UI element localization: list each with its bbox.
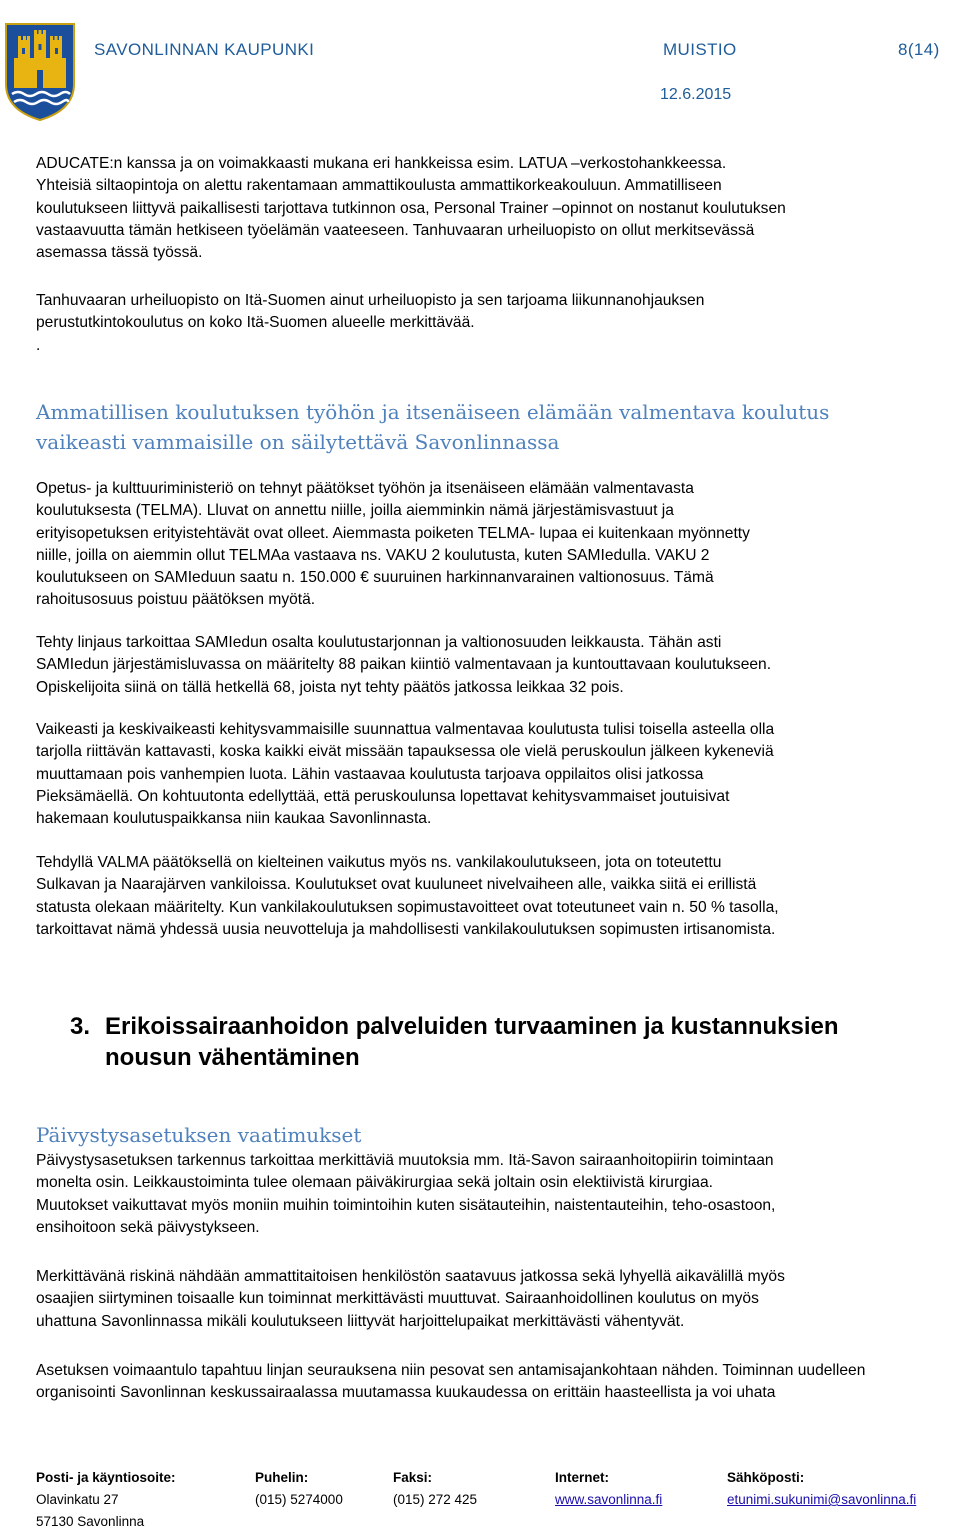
document-type: MUISTIO [663, 40, 737, 59]
paragraph-staff-risk: Merkittävänä riskinä nähdään ammattitaitoisen henkilöstön saatavuus jatkossa sekä lyhyellä aikavälillä myös osaajien siirtyminen toisaalle kun toiminnat merkittävästi muuttuvat. Sairaanhoidollinen koulutus on myös uhattuna Savonlinnassa mikäli koulutukseen liittyvät harjoittelupaikat merkittävästi vähentyvät. [36, 1268, 785, 1330]
footer-address-street: Olavinkatu 27 [36, 1492, 119, 1507]
footer-address-label: Posti- ja käyntiosoite: [36, 1470, 176, 1485]
heading-telma: Ammatillisen koulutuksen työhön ja itsenäiseen elämään valmentava koulutus vaikeasti vammaisille on säilytettävä Savonlinnassa [36, 400, 830, 454]
footer-email [727, 1467, 916, 1511]
organization-name: SAVONLINNAN KAUPUNKI [94, 40, 315, 59]
footer-fax-number: (015) 272 425 [393, 1492, 478, 1507]
page-number: 8(14) [898, 40, 940, 59]
paragraph-special-needs: Vaikeasti ja keskivaikeasti kehitysvammaisille suunnattua valmentavaa koulutusta tulisi toisella asteella olla tarjolla riittävän kattavasti, koska kaikki eivät missään tapauksessa ole vielä peruskoulun jälkeen kykeneviä muuttamaan pois vanhempien luota. Lähin vastaavaa koulutusta tarjoava oppilaitos olisi jatkossa Pieksämäellä. On kohtuutonta edellyttää, että peruskoulunsa lopettavat kehitysvammaiset joutuisivat hakemaan koulutuspaikkansa niin kaukaa Savonlinnasta. [36, 721, 775, 828]
paragraph-prison-education: Tehdyllä VALMA päätöksellä on kielteinen vaikutus myös ns. vankilakoulutukseen, jota on toteutettu Sulkavan ja Naarajärven vankiloissa. Koulutukset ovat kuuluneet nivelvaiheen alle, vaikka siitä ei erillistä statusta olekaan määritelty. Kun vankilakoulutuksen sopimustavoitteet ovat toteutuneet vain n. 50 % tasolla, tarkoittavat nämä yhdessä uusia neuvotteluja ja mahdollisesti vankilakoulutuksen sopimusten irtisanomista. [36, 854, 779, 938]
footer-fax [393, 1467, 477, 1511]
heading-emergency-decree: Päivystysasetuksen vaatimukset [36, 1123, 362, 1147]
footer-phone-label: Puhelin: [255, 1470, 309, 1485]
footer-fax-label: Faksi: [393, 1470, 433, 1485]
footer-phone-number: (015) 5274000 [255, 1492, 343, 1507]
paragraph-aducate: ADUCATE:n kanssa ja on voimakkaasti mukana eri hankkeissa esim. LATUA –verkostohankkeessa. Yhteisiä siltaopintoja on alettu rakentamaan ammattikoulusta ammattikorkeakouluun. Ammatilliseen koulutukseen liittyvä paikallisesti tarjottava tutkinnon osa, Personal Trainer –opinnot on nostanut koulutuksen vastaavuutta tämän hetkiseen työelämän vaateeseen. Tanhuvaaran urheiluopisto on ollut merkitsevässä asemassa tässä työssä. [36, 155, 786, 262]
footer-internet-label: Internet: [555, 1470, 609, 1485]
paragraph-decree-changes: Päivystysasetuksen tarkennus tarkoittaa merkittäviä muutoksia mm. Itä-Savon sairaanhoitopiirin toimintaan monelta osin. Leikkaustoiminta tulee olemaan päiväkirurgiaa sekä joltain osin elektiivistä kirurgiaa. Muutokset vaikuttavat myös moniin muihin toimintoihin kuten sisätauteihin, naistentauteihin, teho-osastoon, ensihoitoon sekä päivystykseen. [36, 1152, 776, 1236]
city-coat-of-arms-logo [4, 22, 76, 122]
paragraph-tanhuvaara: Tanhuvaaran urheiluopisto on Itä-Suomen ainut urheiluopisto ja sen tarjoama liikunnanohjauksen perustutkintokoulutus on koko Itä-Suomen alueelle merkittävää. . [36, 292, 705, 354]
section-3-title: Erikoissairaanhoidon palveluiden turvaaminen ja kustannuksien nousun vähentäminen [105, 1013, 839, 1071]
footer-address-postcode: 57130 Savonlinna [36, 1514, 145, 1529]
footer-phone [255, 1467, 343, 1511]
document-date: 12.6.2015 [660, 86, 732, 103]
paragraph-samiedu-cut: Tehty linjaus tarkoittaa SAMIedun osalta koulutustarjonnan ja valtionosuuden leikkausta. Tähän asti SAMIedun järjestämisluvassa on määritelty 88 paikan kiintiö valmentavaan ja kuntouttavaan koulutukseen. Opiskelijoita siinä on tällä hetkellä 68, joista nyt tehty päätös jatkossa leikkaa 32 pois. [36, 634, 772, 696]
paragraph-decree-timing: Asetuksen voimaantulo tapahtuu linjan seurauksena niin pesovat sen antamisajankohtaan nähden. Toiminnan uudelleen organisointi Savonlinnan keskussairaalassa muutamassa kuukaudessa on erittäin haasteellista ja voi uhata [36, 1362, 866, 1402]
footer-website-link[interactable]: www.savonlinna.fi [555, 1492, 663, 1507]
footer-address [36, 1467, 176, 1533]
section-3-number: 3. [70, 1013, 91, 1040]
footer-internet [555, 1467, 662, 1511]
footer-email-link[interactable]: etunimi.sukunimi@savonlinna.fi [727, 1492, 917, 1507]
footer-email-label: Sähköposti: [727, 1470, 805, 1485]
paragraph-telma-decision: Opetus- ja kulttuuriministeriö on tehnyt päätökset työhön ja itsenäiseen elämään valmentavasta koulutuksesta (TELMA). Lluvat on annettu niille, joilla aiemminkin nämä järjestämisvastuut ja erityisopetuksen erityistehtävät ovat olleet. Aiemmasta poiketen TELMA- lupaa ei kuitenkaan myönnetty niille, joilla on aiemmin ollut TELMAa vastaava ns. VAKU 2 koulutusta, kuten SAMIedulla. VAKU 2 koulutukseen on SAMIeduun saatu n. 150.000 € suuruinen harkinnanvarainen valtionosuus. Tämä rahoitusosuus poistuu päätöksen myötä. [36, 480, 750, 609]
